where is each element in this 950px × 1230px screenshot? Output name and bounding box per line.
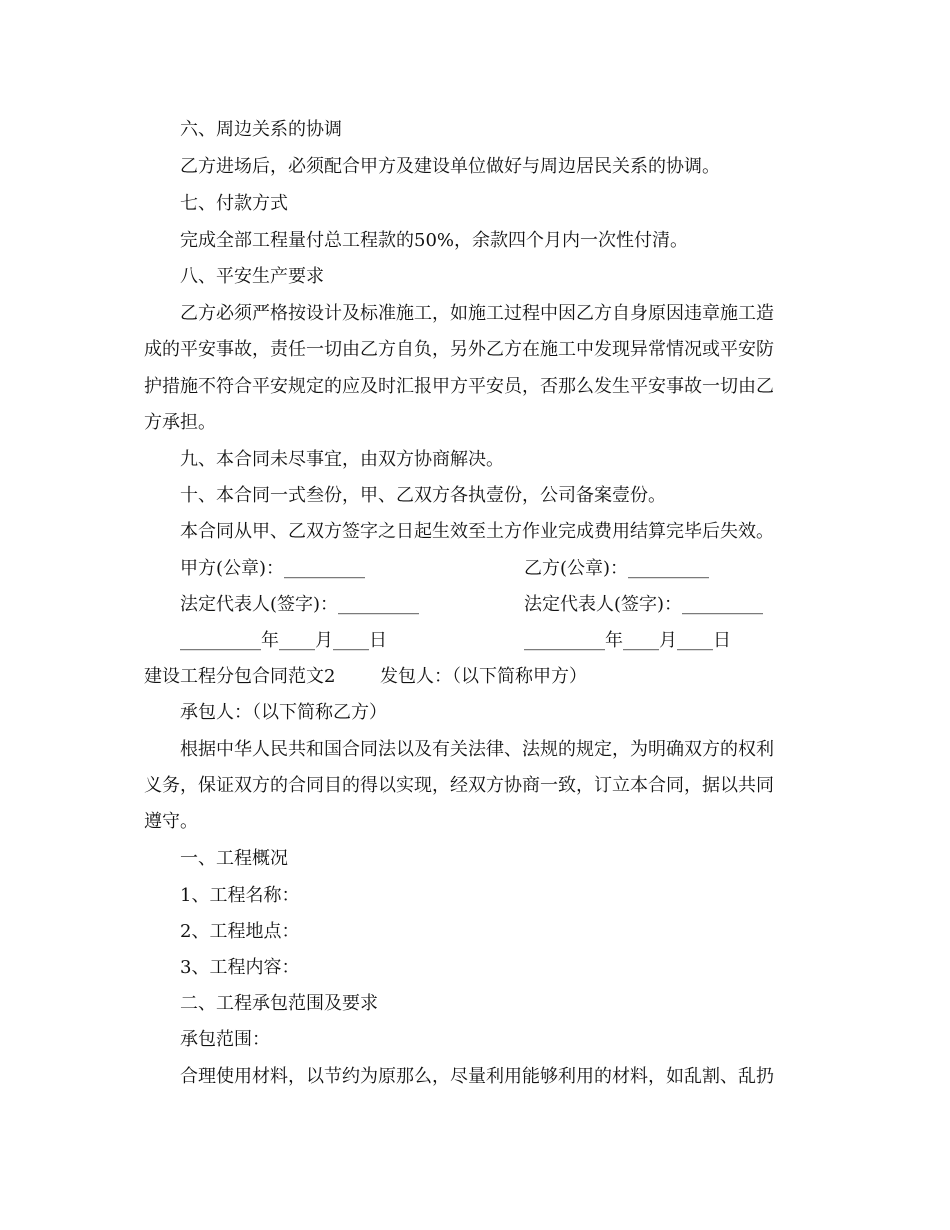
section-6-heading: 六、周边关系的协调: [180, 119, 342, 140]
section-8-line: 方承担。: [144, 412, 216, 433]
project-location-item: 2、工程地点：: [180, 921, 300, 942]
scope-label: 承包范围：: [180, 1029, 270, 1050]
contractor-label: 承包人：（以下简称乙方）: [180, 702, 387, 723]
section-8-line: 护措施不符合平安规定的应及时汇报甲方平安员，否那么发生平安事故一切由乙: [144, 376, 774, 397]
party-a-seal: 甲方(公章)：_________: [180, 558, 366, 579]
party-b-seal: 乙方(公章)：_________: [524, 558, 710, 579]
project-content-item: 3、工程内容：: [180, 957, 300, 978]
intro-line: 遵守。: [144, 811, 198, 832]
section-8-heading: 八、平安生产要求: [180, 266, 324, 287]
section-9-text: 九、本合同未尽事宜，由双方协商解决。: [180, 449, 504, 470]
project-name-item: 1、工程名称：: [180, 885, 300, 906]
intro-line: 根据中华人民共和国合同法以及有关法律、法规的规定，为明确双方的权利: [180, 739, 774, 760]
section-8-line: 成的平安事故，责任一切由乙方自负，另外乙方在施工中发现异常情况或平安防: [144, 339, 774, 360]
template-2-title: 建设工程分包合同范文2: [144, 666, 336, 687]
scope-text: 合理使用材料，以节约为原那么，尽量利用能够利用的材料，如乱割、乱扔: [180, 1066, 774, 1087]
effective-clause: 本合同从甲、乙双方签字之日起生效至土方作业完成费用结算完毕后失效。: [180, 521, 774, 542]
employer-label: 发包人：（以下简称甲方）: [380, 666, 587, 687]
party-b-date: _________年____月____日: [524, 630, 731, 651]
section-7-heading: 七、付款方式: [180, 193, 288, 214]
section-6-text: 乙方进场后，必须配合甲方及建设单位做好与周边居民关系的协调。: [180, 156, 720, 177]
party-a-date: _________年____月____日: [180, 630, 387, 651]
party-b-representative: 法定代表人(签字)：_________: [524, 594, 764, 615]
party-a-representative: 法定代表人(签字)：_________: [180, 594, 420, 615]
part-1-heading: 一、工程概况: [180, 848, 288, 869]
intro-line: 义务，保证双方的合同目的得以实现，经双方协商一致，订立本合同，据以共同: [144, 775, 774, 796]
section-8-line: 乙方必须严格按设计及标准施工，如施工过程中因乙方自身原因违章施工造: [180, 303, 774, 324]
part-2-heading: 二、工程承包范围及要求: [180, 993, 378, 1014]
section-7-text: 完成全部工程量付总工程款的50%，余款四个月内一次性付清。: [180, 230, 689, 251]
section-10-text: 十、本合同一式叁份，甲、乙双方各执壹份，公司备案壹份。: [180, 485, 666, 506]
